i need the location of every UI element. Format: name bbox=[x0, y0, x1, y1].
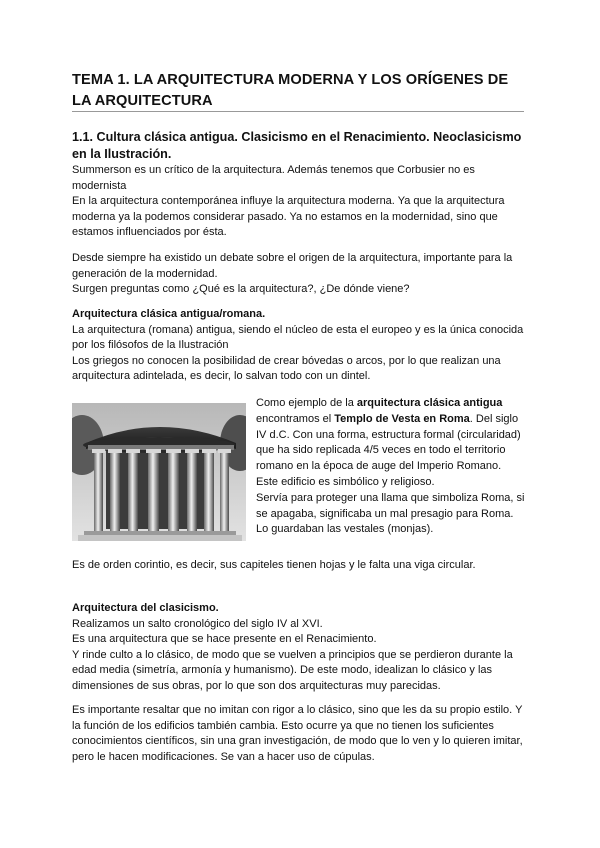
paragraph: Servía para proteger una llama que simboliza Roma, si se apagaba, significaba un mal presagio para Roma. bbox=[256, 491, 525, 520]
section-heading: 1.1. Cultura clásica antigua. Clasicismo en el Renacimiento. Neoclasicismo en la Ilustración. bbox=[72, 130, 522, 161]
paragraph: Y rinde culto a lo clásico, de modo que se vuelven a principios que se perdieron durante la edad media (simetría, armonía y humanismo). De este modo, idealizan lo clásico y las dimensiones de sus obras, por lo que son dos arquitecturas muy parecidas. bbox=[72, 648, 513, 692]
section-body bbox=[72, 163, 528, 241]
vesta-description bbox=[256, 396, 528, 538]
paragraph: Summerson es un crítico de la arquitectura. Además tenemos que Corbusier no es modernista bbox=[72, 164, 475, 192]
paragraph: Este edificio es simbólico y religioso. bbox=[256, 475, 435, 488]
paragraph: Es de orden corintio, es decir, sus capiteles tienen hojas y le falta una viga circular. bbox=[72, 559, 476, 571]
paragraph: Realizamos un salto cronológico del siglo IV al XVI. bbox=[72, 617, 323, 630]
paragraph: Es importante resaltar que no imitan con rigor a lo clásico, sino que les da su propio estilo. Y la función de los edificios también cambia. Esto ocurre ya que no tienen los suficientes conocimientos científicos, sin una gran investigación, de modo que lo ven y lo quieren imitar, pero le hacen modificaciones. Se van a hacer uso de cúpulas. bbox=[72, 704, 523, 763]
paragraph: Surgen preguntas como ¿Qué es la arquitectura?, ¿De dónde viene? bbox=[72, 283, 410, 296]
page-title: TEMA 1. LA ARQUITECTURA MODERNA Y LOS ORÍGENES DE LA ARQUITECTURA bbox=[72, 72, 509, 109]
paragraph: Como ejemplo de la arquitectura clásica antigua encontramos el Templo de Vesta en Roma. Del siglo IV d.C. Con una forma, estructura formal (circularidad) que ha sido replicada 4/5 veces en todo el territorio romano en la época de auge del Imperio Romano. bbox=[256, 397, 521, 473]
paragraph: Los griegos no conocen la posibilidad de crear bóvedas o arcos, por lo que realizan una arquitectura adintelada, es decir, lo salvan todo con un dintel. bbox=[72, 354, 501, 383]
paragraph: Es una arquitectura que se hace presente en el Renacimiento. bbox=[72, 633, 377, 646]
paragraph: En la arquitectura contemporánea influye la arquitectura moderna. Ya que la arquitectura moderna ya la podemos considerar pasado. Ya no estamos en la modernidad, sino que estamos influenciados por ésta. bbox=[72, 195, 505, 239]
clasicismo-notes bbox=[72, 703, 528, 765]
corinthian-order bbox=[72, 558, 528, 574]
paragraph: Desde siempre ha existido un debate sobre el origen de la arquitectura, importante para la generación de la modernidad. bbox=[72, 252, 513, 280]
origin-debate bbox=[72, 251, 528, 298]
subheading-antigua: Arquitectura clásica antigua/romana. bbox=[72, 308, 266, 320]
antigua-section bbox=[72, 307, 528, 385]
clasicismo-section bbox=[72, 601, 528, 695]
temple-of-vesta-photo bbox=[72, 403, 246, 541]
subheading-clasicismo: Arquitectura del clasicismo. bbox=[72, 602, 219, 614]
paragraph: La arquitectura (romana) antigua, siendo el núcleo de esta el europeo y es la única conocida por los filósofos de la Ilustración bbox=[72, 323, 524, 352]
paragraph: Lo guardaban las vestales (monjas). bbox=[256, 523, 434, 536]
title-divider bbox=[72, 111, 524, 112]
